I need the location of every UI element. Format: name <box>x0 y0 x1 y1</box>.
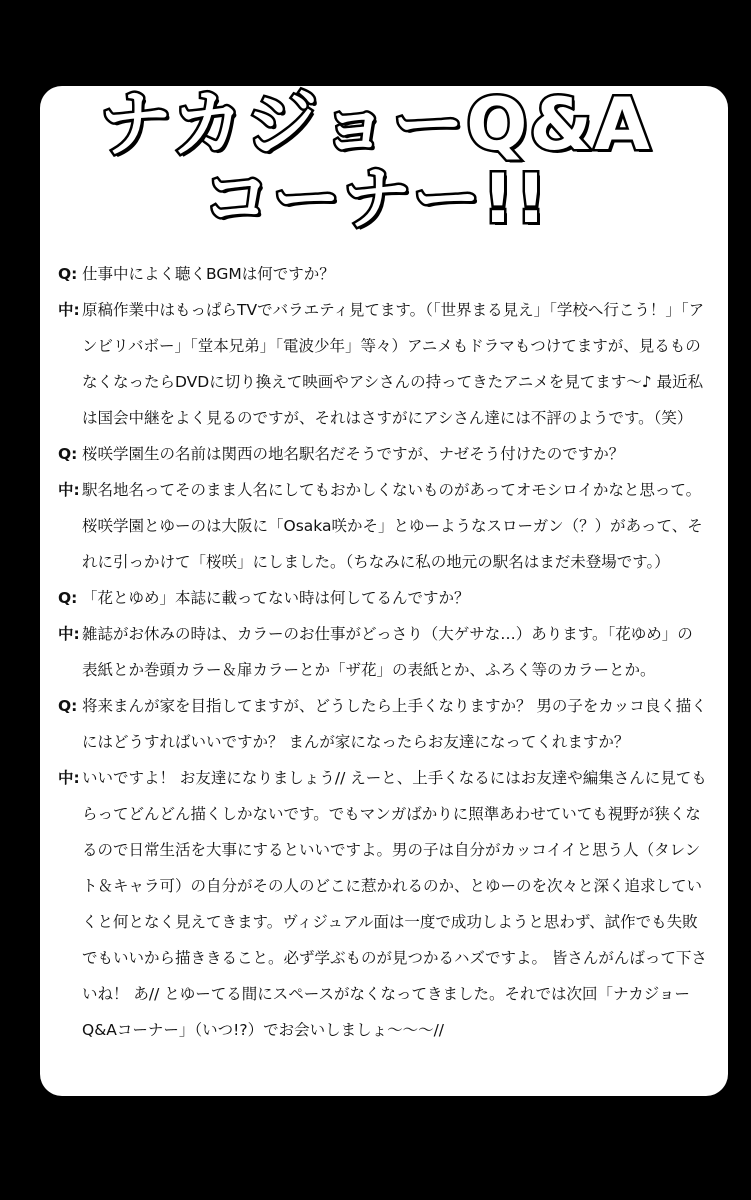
entry-text: 原稿作業中はもっぱらTVでバラエティ見てます。（「世界まる見え」「学校へ行こう！」「アンビリバボー」「堂本兄弟」「電波少年」等々）アニメもドラマもつけてますが、見るものなくなったらDVDに切り換えて映画やアシさんの持ってきたアニメを見てます〜♪ 最近私は国会中継をよく見るのですが、それはさすがにアシさん達には不評のようです。（笑） <box>82 301 705 427</box>
entry-text: 駅名地名ってそのまま人名にしてもおかしくないものがあってオモシロイかなと思って。桜咲学園とゆーのは大阪に「Osaka咲かそ」とゆーようなスローガン（？）があって、それに引っかけて「桜咲」にしました。（ちなみに私の地元の駅名はまだ未登場です。） <box>82 481 703 571</box>
entry-text: いいですよ！ お友達になりましょう// えーと、上手くなるにはお友達や編集さんに見てもらってどんどん描くしかないです。でもマンガばかりに照準あわせていても視野が狭くなるので日常生活を大事にするといいですよ。男の子は自分がカッコイイと思う人（タレント＆キャラ可）の自分がその人のどこに惹かれるのか、とゆーのを次々と深く追求していくと何となく見えてきます。ヴィジュアル面は一度で成功しようと思わず、試作でも失敗でもいいから描ききること。必ず学ぶものが見つかるハズですよ。 皆さんがんばって下さいね！ あ// とゆーてる間にスペースがなくなってきました。それでは次回「ナカジョーQ&Aコーナー」（いつ!?）でお会いしましょ〜〜〜// <box>82 769 707 1039</box>
qa-entry <box>58 580 708 616</box>
entry-label: Q: <box>58 589 78 607</box>
qa-entry <box>58 616 708 688</box>
entry-label: 中: <box>58 625 80 643</box>
entry-label: 中: <box>58 301 80 319</box>
entry-text: 将来まんが家を目指してますが、どうしたら上手くなりますか？ 男の子をカッコ良く描くにはどうすればいいですか？ まんが家になったらお友達になってくれますか？ <box>82 697 707 751</box>
entry-label: Q: <box>58 265 78 283</box>
entry-label: Q: <box>58 445 78 463</box>
qa-entry <box>58 688 708 760</box>
qa-list <box>58 256 708 1048</box>
qa-entry <box>58 256 708 292</box>
entry-label: 中: <box>58 769 80 787</box>
entry-text: 「花とゆめ」本誌に載ってない時は何してるんですか？ <box>82 589 470 607</box>
page-title-line2: コーナー!! <box>202 160 549 239</box>
qa-entry <box>58 292 708 436</box>
entry-text: 雑誌がお休みの時は、カラーのお仕事がどっさり（大ゲサな…）あります。「花ゆめ」の表紙とか巻頭カラー＆扉カラーとか「ザ花」の表紙とか、ふろく等のカラーとか。 <box>82 625 693 679</box>
entry-label: 中: <box>58 481 80 499</box>
entry-text: 桜咲学園生の名前は関西の地名駅名だそうですが、ナゼそう付けたのですか？ <box>82 445 625 463</box>
qa-entry <box>58 760 708 1048</box>
entry-text: 仕事中によく聴くBGMは何ですか？ <box>82 265 335 283</box>
qa-entry <box>58 436 708 472</box>
entry-label: Q: <box>58 697 78 715</box>
page-title-line1: ナカジョーQ&A <box>99 82 652 166</box>
qa-entry <box>58 472 708 580</box>
